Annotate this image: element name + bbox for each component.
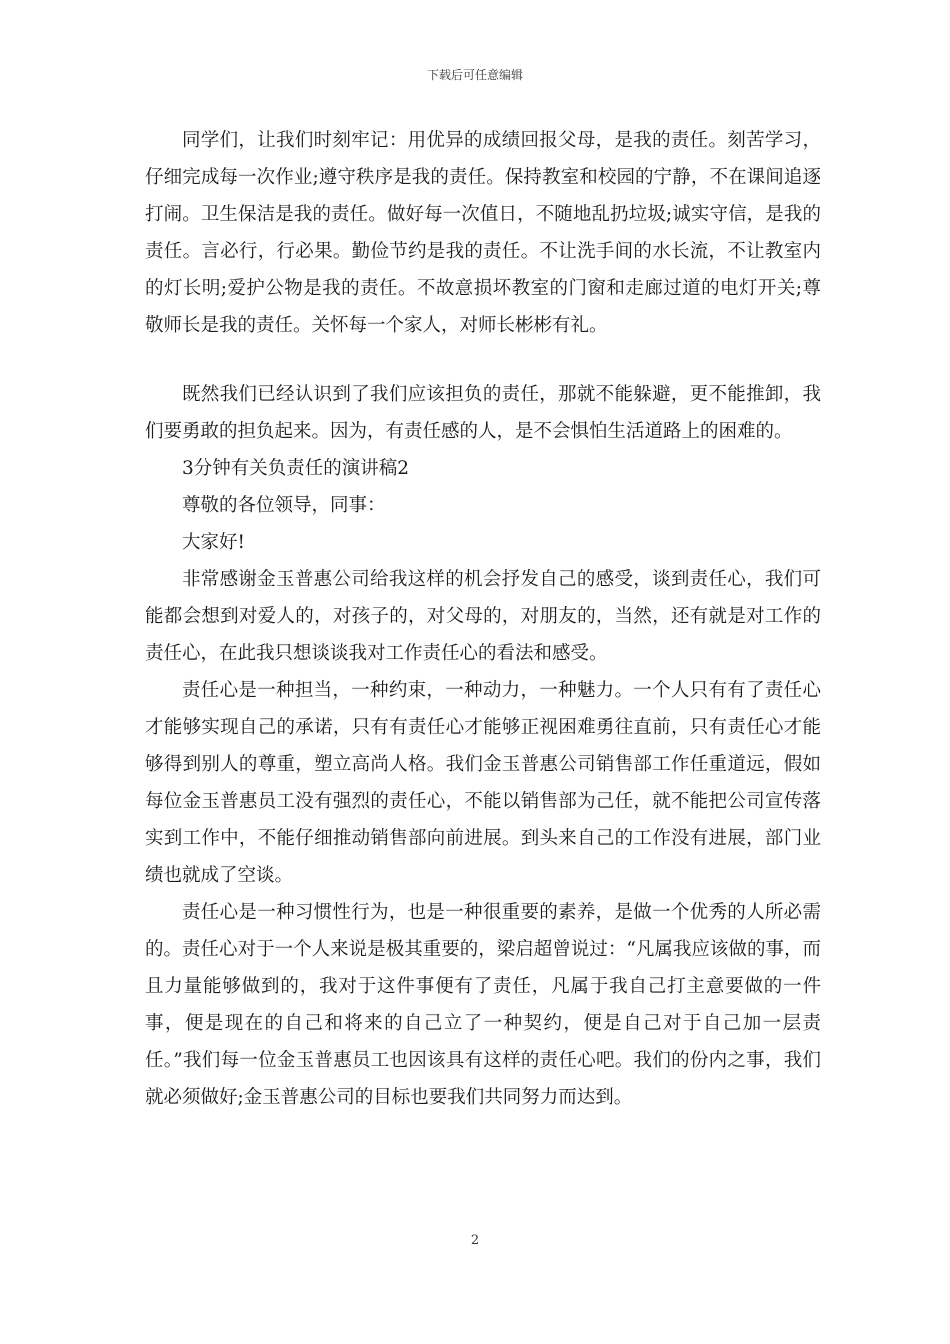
paragraph-responsibility-definition: 责任心是一种担当，一种约束，一种动力，一种魅力。一个人只有有了责任心才能够实现自己的承诺，只有有责任心才能够正视困难勇往直前，只有责任心才能够得到别人的尊重，塑立高尚人格。我们金玉普惠公司销售部工作任重道远，假如每位金玉普惠员工没有强烈的责任心，不能以销售部为己任，就不能把公司宣传落实到工作中，不能仔细推动销售部向前进展。到头来自己的工作没有进展，部门业绩也就成了空谈。 bbox=[145, 680, 821, 886]
paragraph-responsibilities-list: 同学们，让我们时刻牢记：用优异的成绩回报父母，是我的责任。刻苦学习，仔细完成每一次作业;遵守秩序是我的责任。保持教室和校园的宁静，不在课间追逐打闹。卫生保洁是我的责任。做好每一次值日，不随地乱扔垃圾;诚实守信，是我的责任。言必行，行必果。勤俭节约是我的责任。不让洗手间的水长流，不让教室内的灯长明;爱护公物是我的责任。不故意损坏教室的门窗和走廊过道的电灯开关;尊敬师长是我的责任。关怀每一个家人，对师长彬彬有礼。 bbox=[145, 130, 821, 336]
document-body bbox=[145, 122, 821, 1116]
salutation: 尊敬的各位领导，同事： bbox=[182, 495, 386, 516]
paragraph-responsibility-habit: 责任心是一种习惯性行为，也是一种很重要的素养，是做一个优秀的人所必需的。责任心对于一个人来说是极其重要的，梁启超曾说过：“凡属我应该做的事，而且力量能够做到的，我对于这件事便有了责任，凡属于我自己打主意要做的一件事，便是现在的自己和将来的自己立了一种契约，便是自己对于自己加一层责任。”我们每一位金玉普惠员工也因该具有这样的责任心吧。我们的份内之事，我们就必须做好;金玉普惠公司的目标也要我们共同努力而达到。 bbox=[145, 902, 821, 1108]
greeting: 大家好! bbox=[182, 532, 245, 553]
speech-title: 3分钟有关负责任的演讲稿2 bbox=[182, 458, 410, 479]
paragraph-gap bbox=[145, 344, 821, 376]
paragraph-shoulder-responsibility: 既然我们已经认识到了我们应该担负的责任，那就不能躲避，更不能推卸，我们要勇敢的担负起来。因为，有责任感的人，是不会惧怕生活道路上的困难的。 bbox=[145, 384, 821, 442]
page-number: 2 bbox=[470, 1233, 480, 1248]
paragraph-thanks: 非常感谢金玉普惠公司给我这样的机会抒发自己的感受，谈到责任心，我们可能都会想到对爱人的，对孩子的，对父母的，对朋友的，当然，还有就是对工作的责任心，在此我只想谈谈我对工作责任心的看法和感受。 bbox=[145, 569, 821, 664]
page-header-note: 下载后可任意编辑 bbox=[426, 68, 523, 82]
